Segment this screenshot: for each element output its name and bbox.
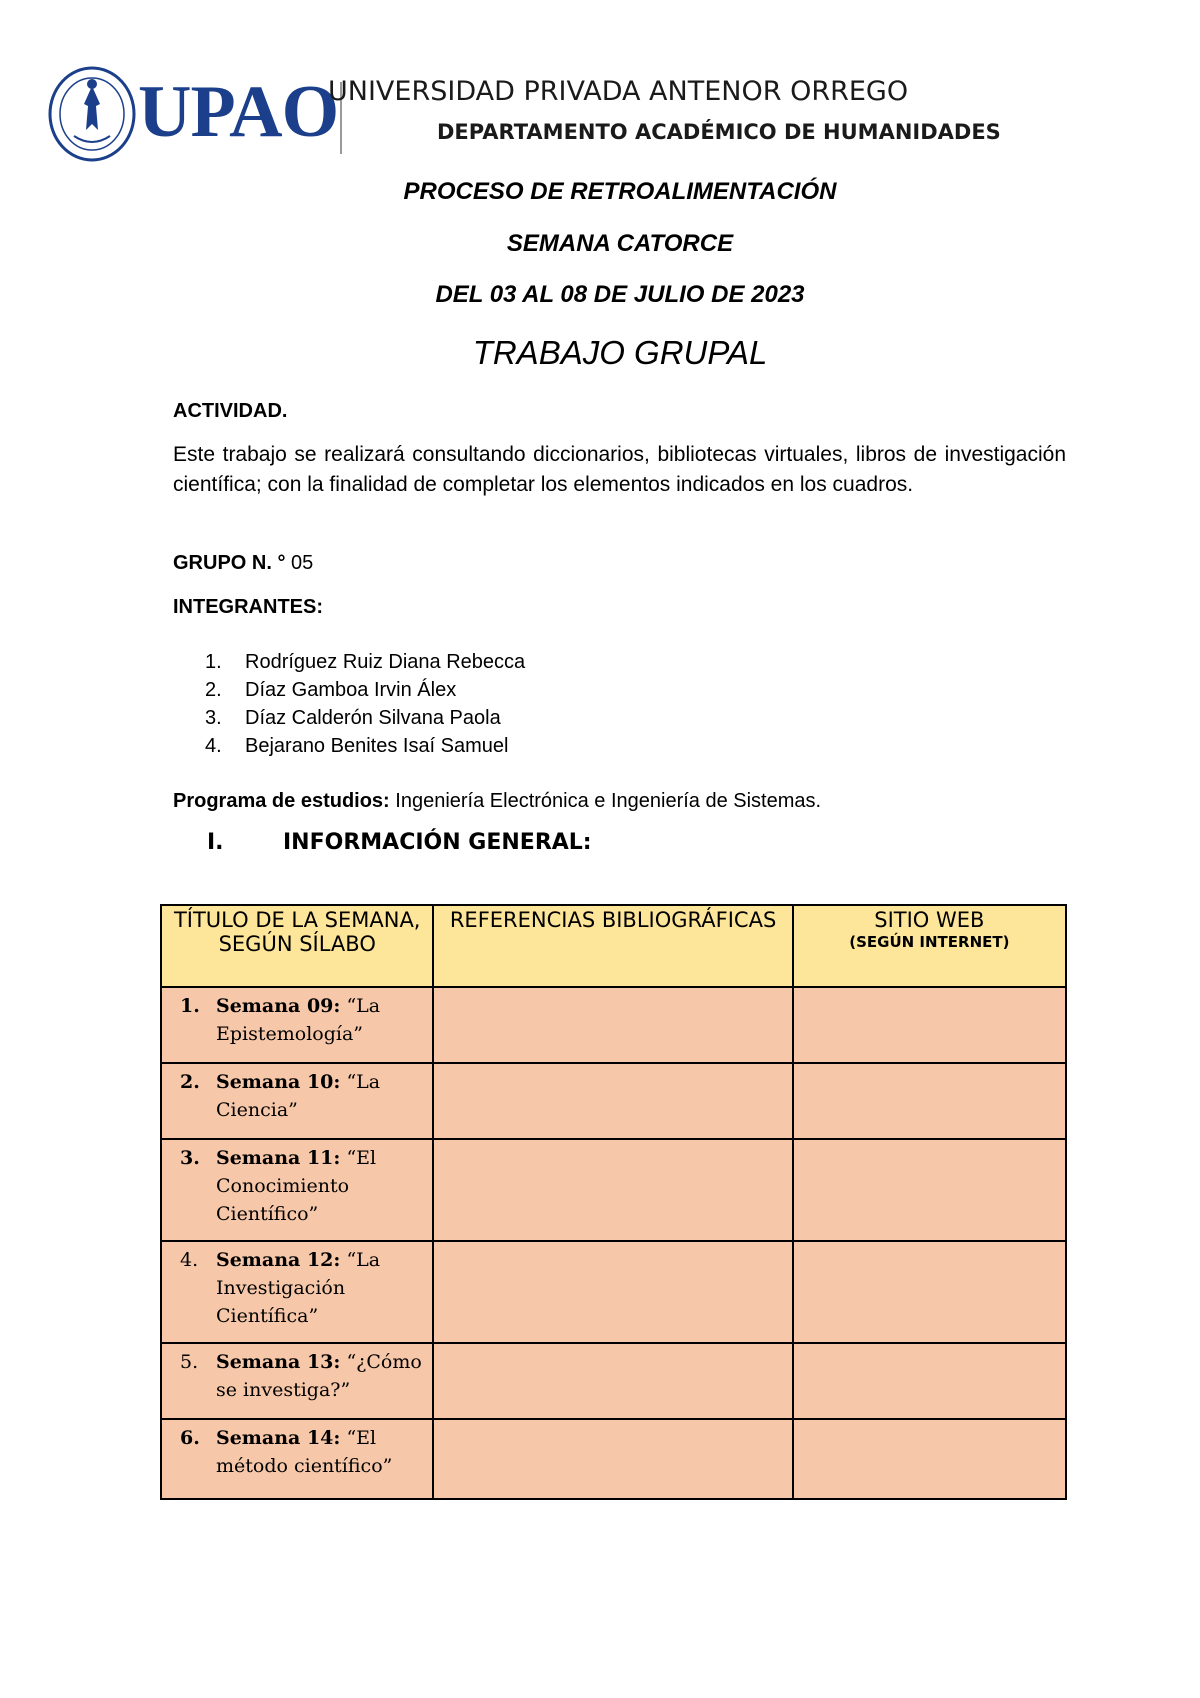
department-name: DEPARTAMENTO ACADÉMICO DE HUMANIDADES: [437, 120, 1001, 144]
references-cell[interactable]: [433, 1241, 792, 1343]
header-website-sub: (SEGÚN INTERNET): [849, 933, 1010, 951]
header-website-label: SITIO WEB: [874, 908, 985, 932]
website-cell[interactable]: [793, 1343, 1066, 1419]
member-name: Bejarano Benites Isaí Samuel: [245, 735, 509, 757]
work-title: TRABAJO GRUPAL: [472, 334, 768, 371]
row-number: 1.: [180, 995, 200, 1017]
week-text: [216, 1348, 424, 1404]
week-label: Semana 12:: [216, 1249, 341, 1271]
week-topic: “El método científico”: [216, 1427, 393, 1477]
website-cell[interactable]: [793, 1241, 1066, 1343]
header-references-label: REFERENCIAS BIBLIOGRÁFICAS: [449, 908, 777, 932]
table-header-row: [161, 905, 1066, 987]
week-topic: “La Investigación Científica”: [216, 1249, 381, 1327]
section-number: I.: [207, 830, 224, 855]
week-text: [216, 992, 424, 1048]
week-title: SEMANA CATORCE: [506, 230, 734, 257]
member-name: Rodríguez Ruiz Diana Rebecca: [245, 651, 526, 673]
week-text: [216, 1144, 424, 1228]
header-week-title: [161, 905, 433, 987]
week-text: [216, 1424, 424, 1480]
information-table: [160, 904, 1067, 1500]
row-number: 6.: [180, 1427, 200, 1449]
week-cell: [161, 1343, 433, 1419]
week-label: Semana 10:: [216, 1071, 341, 1093]
program-value: Ingeniería Electrónica e Ingeniería de Sistemas.: [389, 790, 822, 812]
week-cell: [161, 1241, 433, 1343]
table-row: [161, 1241, 1066, 1343]
program-label: Programa de estudios:: [173, 790, 390, 812]
table-row: [161, 1419, 1066, 1499]
week-label: Semana 14:: [216, 1427, 341, 1449]
row-number: 3.: [180, 1147, 200, 1169]
group-label: GRUPO N. °: [173, 552, 286, 574]
group-number: [173, 548, 1066, 578]
week-label: Semana 11:: [216, 1147, 341, 1169]
university-seal-icon: [48, 64, 136, 164]
week-cell: [161, 1063, 433, 1139]
list-item: [205, 732, 525, 760]
members-list: [205, 648, 525, 760]
row-number: 2.: [180, 1071, 200, 1093]
header-references: [433, 905, 792, 987]
study-program: [173, 786, 1066, 816]
list-number: 1.: [205, 651, 222, 673]
university-name: UNIVERSIDAD PRIVADA ANTENOR ORREGO: [328, 76, 909, 107]
list-item: [205, 648, 525, 676]
table-row: [161, 1139, 1066, 1241]
week-cell: [161, 1139, 433, 1241]
section-heading: [207, 830, 592, 855]
table-row: [161, 987, 1066, 1063]
week-topic: “La Epistemología”: [216, 995, 381, 1045]
group-value: 05: [285, 552, 314, 574]
header-week-title-label: TÍTULO DE LA SEMANA, SEGÚN SÍLABO: [173, 908, 421, 956]
activity-description: Este trabajo se realizará consultando diccionarios, bibliotecas virtuales, libros de investigación científica; con la finalidad de completar los elementos indicados en los cuadros.: [173, 443, 1066, 496]
list-number: 2.: [205, 679, 222, 701]
week-cell: [161, 987, 433, 1063]
list-item: [205, 704, 525, 732]
header-website: [793, 905, 1066, 987]
references-cell[interactable]: [433, 1419, 792, 1499]
upao-logo-text: UPAO: [138, 71, 339, 153]
list-item: [205, 676, 525, 704]
references-cell[interactable]: [433, 987, 792, 1063]
member-name: Díaz Gamboa Irvin Álex: [245, 679, 457, 701]
member-name: Díaz Calderón Silvana Paola: [245, 707, 501, 729]
week-cell: [161, 1419, 433, 1499]
week-label: Semana 13:: [216, 1351, 341, 1373]
table-row: [161, 1063, 1066, 1139]
references-cell[interactable]: [433, 1343, 792, 1419]
process-title: PROCESO DE RETROALIMENTACIÓN: [403, 178, 837, 205]
activity-heading: ACTIVIDAD.: [173, 400, 288, 422]
list-number: 4.: [205, 735, 222, 757]
website-cell[interactable]: [793, 987, 1066, 1063]
members-heading: INTEGRANTES:: [173, 596, 323, 618]
list-number: 3.: [205, 707, 222, 729]
website-cell[interactable]: [793, 1063, 1066, 1139]
references-cell[interactable]: [433, 1063, 792, 1139]
table-row: [161, 1343, 1066, 1419]
row-number: 4.: [180, 1249, 199, 1271]
date-range: DEL 03 AL 08 DE JULIO DE 2023: [435, 281, 805, 308]
references-cell[interactable]: [433, 1139, 792, 1241]
section-title: INFORMACIÓN GENERAL:: [283, 830, 592, 855]
week-text: [216, 1068, 424, 1124]
week-text: [216, 1246, 424, 1330]
website-cell[interactable]: [793, 1139, 1066, 1241]
week-topic: “La Ciencia”: [216, 1071, 381, 1121]
row-number: 5.: [180, 1351, 199, 1373]
week-topic: “El Conocimiento Científico”: [216, 1147, 377, 1225]
week-label: Semana 09:: [216, 995, 341, 1017]
week-topic: “¿Cómo se investiga?”: [216, 1351, 422, 1401]
website-cell[interactable]: [793, 1419, 1066, 1499]
